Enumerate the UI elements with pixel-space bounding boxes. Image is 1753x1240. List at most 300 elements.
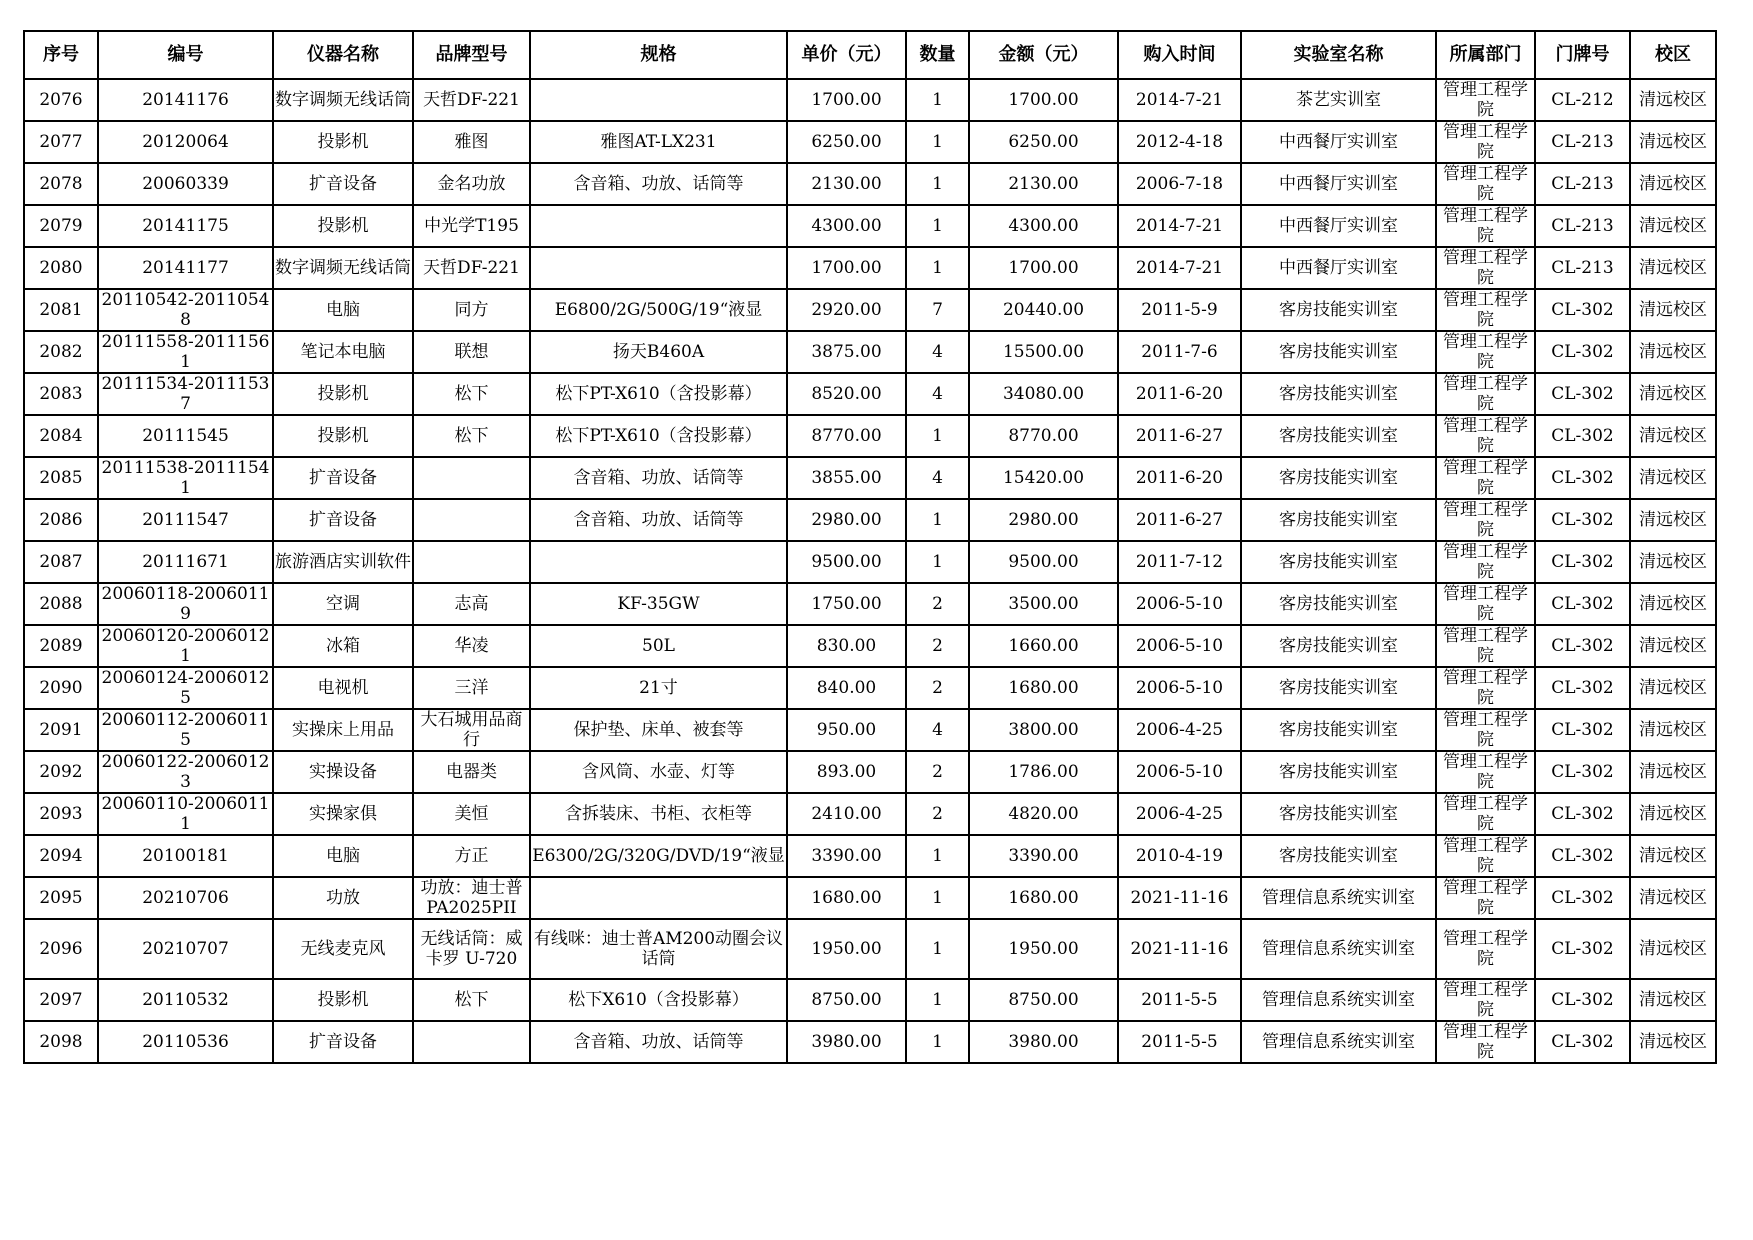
table-row [24,667,1716,709]
cell-brand [413,541,530,583]
cell-text: 客房技能实训室 [1279,594,1398,614]
cell-room-number [1535,541,1630,583]
cell-room-number [1535,583,1630,625]
cell-seq [24,331,98,373]
cell-text: 电脑 [326,846,360,866]
cell-text: 管理工程学院 [1443,584,1528,624]
cell-unit-price [787,121,906,163]
header-cell-purchase-date: 购入时间 [1118,31,1241,79]
cell-text: 3800.00 [1008,720,1079,740]
cell-text: 20060124-20060125 [101,668,270,708]
cell-text: 20110536 [142,1032,229,1052]
cell-text: 清远校区 [1639,132,1707,152]
table-row [24,415,1716,457]
cell-text: 2081 [39,300,83,320]
cell-text: KF-35GW [617,594,700,614]
cell-code [98,541,273,583]
cell-amount [969,541,1118,583]
cell-lab-name [1241,709,1436,751]
cell-amount [969,499,1118,541]
cell-text: 投影机 [317,384,369,404]
cell-department [1436,979,1535,1021]
cell-department [1436,331,1535,373]
cell-amount [969,373,1118,415]
cell-text: 清远校区 [1639,720,1707,740]
cell-text: CL-302 [1551,552,1614,572]
cell-department [1436,709,1535,751]
cell-campus [1630,979,1716,1021]
cell-campus [1630,583,1716,625]
cell-text: 4820.00 [1008,804,1079,824]
cell-amount [969,247,1118,289]
cell-seq [24,1021,98,1063]
cell-room-number [1535,163,1630,205]
cell-text: 笔记本电脑 [300,342,386,362]
cell-text: 2014-7-21 [1135,258,1224,278]
cell-text: CL-302 [1551,990,1614,1010]
cell-department [1436,625,1535,667]
cell-text: 2011-5-9 [1141,300,1218,320]
cell-text: 清远校区 [1639,1032,1707,1052]
cell-text: CL-302 [1551,1032,1614,1052]
cell-text: 管理信息系统实训室 [1262,990,1415,1010]
cell-brand [413,373,530,415]
cell-text: 1700.00 [1008,258,1079,278]
cell-text: 电视机 [317,678,369,698]
cell-text: 1950.00 [811,939,882,959]
cell-quantity [906,121,969,163]
cell-quantity [906,289,969,331]
cell-text: 20440.00 [1002,300,1085,320]
cell-text: 联想 [454,342,489,362]
cell-room-number [1535,709,1630,751]
cell-text: 功放：迪士普PA2025PII [420,878,523,918]
cell-spec [530,121,787,163]
cell-text: 3980.00 [1008,1032,1079,1052]
cell-text: 1750.00 [811,594,882,614]
cell-purchase-date [1118,247,1241,289]
cell-instrument [273,79,413,121]
cell-campus [1630,793,1716,835]
cell-instrument [273,793,413,835]
cell-text: 20111538-20111541 [101,458,270,498]
cell-text: 含音箱、功放、话筒等 [573,510,744,530]
table-row [24,709,1716,751]
table-row [24,121,1716,163]
cell-text: 清远校区 [1639,384,1707,404]
cell-quantity [906,415,969,457]
cell-text: CL-302 [1551,762,1614,782]
cell-brand [413,415,530,457]
cell-instrument [273,163,413,205]
table-row [24,751,1716,793]
cell-brand [413,205,530,247]
cell-quantity [906,709,969,751]
cell-purchase-date [1118,289,1241,331]
cell-campus [1630,205,1716,247]
cell-text: 3855.00 [811,468,882,488]
cell-text: 20111547 [142,510,229,530]
cell-department [1436,415,1535,457]
cell-code [98,79,273,121]
header-cell-amount: 金额（元） [969,31,1118,79]
cell-text: 1700.00 [1008,90,1079,110]
cell-text: 管理工程学院 [1443,980,1528,1020]
cell-text: 2 [932,804,943,824]
cell-text: 清远校区 [1639,342,1707,362]
cell-text: 2098 [39,1032,83,1052]
cell-text: 1700.00 [811,90,882,110]
cell-seq [24,79,98,121]
cell-text: 1680.00 [1008,678,1079,698]
cell-text: 扩音设备 [309,510,377,530]
cell-text: 2080 [39,258,83,278]
cell-text: 投影机 [317,990,369,1010]
cell-text: 2093 [39,804,83,824]
cell-unit-price [787,667,906,709]
cell-text: 2011-6-20 [1135,384,1224,404]
cell-text: E6300/2G/320G/DVD/19“液显 [532,846,785,866]
cell-department [1436,121,1535,163]
cell-text: 15500.00 [1002,342,1085,362]
cell-text: 扬天B460A [612,342,705,362]
cell-text: 2090 [39,678,83,698]
cell-text: 客房技能实训室 [1279,384,1398,404]
cell-room-number [1535,205,1630,247]
cell-seq [24,583,98,625]
cell-text: 方正 [454,846,489,866]
cell-text: 2076 [39,90,83,110]
cell-instrument [273,541,413,583]
cell-text: 大石城用品商行 [420,710,523,750]
cell-text: 含音箱、功放、话筒等 [573,468,744,488]
cell-seq [24,373,98,415]
cell-seq [24,121,98,163]
cell-text: 2011-6-27 [1135,426,1224,446]
cell-text: CL-302 [1551,510,1614,530]
cell-lab-name [1241,331,1436,373]
cell-text: 管理工程学院 [1443,122,1528,162]
cell-text: 无线话筒：威卡罗 U-720 [420,929,523,969]
cell-text: 20060110-20060111 [101,794,270,834]
cell-amount [969,667,1118,709]
cell-room-number [1535,625,1630,667]
cell-text: 9500.00 [811,552,882,572]
cell-instrument [273,499,413,541]
cell-code [98,373,273,415]
cell-text: 管理工程学院 [1443,626,1528,666]
cell-text: 志高 [454,594,489,614]
cell-purchase-date [1118,205,1241,247]
cell-text: 旅游酒店实训软件 [275,552,411,572]
cell-amount [969,1021,1118,1063]
cell-text: 含音箱、功放、话筒等 [573,174,744,194]
cell-text: 1700.00 [811,258,882,278]
cell-text: 松下PT-X610（含投影幕） [555,384,762,404]
cell-unit-price [787,709,906,751]
cell-text: 1660.00 [1008,636,1079,656]
cell-brand [413,457,530,499]
cell-text: 3390.00 [811,846,882,866]
cell-text: 同方 [454,300,489,320]
cell-text: 1 [932,939,943,959]
cell-lab-name [1241,583,1436,625]
cell-spec [530,751,787,793]
cell-instrument [273,583,413,625]
cell-text: 2091 [39,720,83,740]
cell-lab-name [1241,499,1436,541]
cell-text: 2082 [39,342,83,362]
cell-text: 电脑 [326,300,360,320]
cell-text: 客房技能实训室 [1279,552,1398,572]
cell-seq [24,625,98,667]
cell-room-number [1535,751,1630,793]
cell-text: 清远校区 [1639,636,1707,656]
cell-spec [530,205,787,247]
cell-text: 管理工程学院 [1443,1022,1528,1062]
cell-unit-price [787,793,906,835]
cell-text: CL-302 [1551,636,1614,656]
cell-campus [1630,541,1716,583]
header-cell-brand: 品牌型号 [413,31,530,79]
cell-quantity [906,499,969,541]
cell-text: 清远校区 [1639,552,1707,572]
cell-instrument [273,835,413,877]
cell-unit-price [787,625,906,667]
cell-text: 2 [932,678,943,698]
cell-text: 6250.00 [811,132,882,152]
cell-text: 8770.00 [811,426,882,446]
cell-department [1436,835,1535,877]
cell-text: 清远校区 [1639,174,1707,194]
cell-text: 9500.00 [1008,552,1079,572]
cell-lab-name [1241,79,1436,121]
cell-brand [413,163,530,205]
cell-lab-name [1241,625,1436,667]
cell-text: 管理工程学院 [1443,374,1528,414]
cell-text: 3875.00 [811,342,882,362]
cell-text: 客房技能实训室 [1279,846,1398,866]
cell-text: CL-302 [1551,300,1614,320]
cell-instrument [273,919,413,979]
cell-campus [1630,751,1716,793]
cell-instrument [273,877,413,919]
cell-spec [530,709,787,751]
table-row [24,793,1716,835]
cell-spec [530,1021,787,1063]
cell-seq [24,541,98,583]
table-row [24,877,1716,919]
cell-purchase-date [1118,919,1241,979]
cell-text: 20111534-20111537 [101,374,270,414]
cell-text: 管理信息系统实训室 [1262,888,1415,908]
cell-text: 20141177 [142,258,229,278]
cell-text: 1 [932,174,943,194]
cell-amount [969,793,1118,835]
cell-brand [413,331,530,373]
cell-lab-name [1241,877,1436,919]
cell-lab-name [1241,667,1436,709]
cell-instrument [273,289,413,331]
cell-text: 2920.00 [811,300,882,320]
cell-purchase-date [1118,541,1241,583]
table-row [24,205,1716,247]
cell-text: 840.00 [816,678,877,698]
cell-code [98,979,273,1021]
cell-brand [413,667,530,709]
cell-text: 1 [932,990,943,1010]
cell-seq [24,877,98,919]
cell-text: 20060122-20060123 [101,752,270,792]
cell-spec [530,667,787,709]
cell-text: 松下PT-X610（含投影幕） [555,426,762,446]
table-row [24,541,1716,583]
cell-text: 实操设备 [309,762,377,782]
cell-room-number [1535,877,1630,919]
cell-purchase-date [1118,877,1241,919]
cell-campus [1630,499,1716,541]
cell-amount [969,919,1118,979]
cell-purchase-date [1118,751,1241,793]
equipment-table [23,30,1717,1064]
cell-text: 管理工程学院 [1443,80,1528,120]
cell-amount [969,457,1118,499]
cell-text: 50L [642,636,675,656]
cell-code [98,163,273,205]
cell-room-number [1535,919,1630,979]
cell-campus [1630,247,1716,289]
cell-campus [1630,121,1716,163]
cell-room-number [1535,979,1630,1021]
table-row [24,163,1716,205]
cell-text: 客房技能实训室 [1279,300,1398,320]
cell-brand [413,919,530,979]
cell-purchase-date [1118,373,1241,415]
table-row [24,247,1716,289]
cell-room-number [1535,835,1630,877]
cell-text: 1950.00 [1008,939,1079,959]
cell-department [1436,541,1535,583]
cell-text: 1 [932,846,943,866]
header-cell-instrument: 仪器名称 [273,31,413,79]
cell-unit-price [787,205,906,247]
table-row [24,457,1716,499]
cell-text: 2011-5-5 [1141,990,1218,1010]
cell-instrument [273,1021,413,1063]
cell-campus [1630,625,1716,667]
table-row [24,331,1716,373]
cell-text: 2410.00 [811,804,882,824]
cell-text: 1786.00 [1008,762,1079,782]
cell-spec [530,373,787,415]
table-row [24,289,1716,331]
cell-campus [1630,79,1716,121]
cell-unit-price [787,457,906,499]
cell-quantity [906,331,969,373]
cell-text: 客房技能实训室 [1279,510,1398,530]
cell-text: 2 [932,594,943,614]
cell-text: 管理工程学院 [1443,332,1528,372]
header-cell-quantity: 数量 [906,31,969,79]
cell-unit-price [787,583,906,625]
cell-purchase-date [1118,415,1241,457]
cell-text: 美恒 [454,804,489,824]
cell-spec [530,79,787,121]
cell-brand [413,583,530,625]
cell-text: 中西餐厅实训室 [1279,132,1398,152]
cell-amount [969,625,1118,667]
header-cell-code: 编号 [98,31,273,79]
header-cell-lab-name: 实验室名称 [1241,31,1436,79]
cell-text: 雅图 [454,132,489,152]
cell-text: 1680.00 [1008,888,1079,908]
cell-text: 中西餐厅实训室 [1279,258,1398,278]
cell-code [98,667,273,709]
cell-amount [969,877,1118,919]
cell-spec [530,583,787,625]
cell-unit-price [787,247,906,289]
cell-instrument [273,979,413,1021]
cell-department [1436,793,1535,835]
cell-seq [24,163,98,205]
cell-text: 2092 [39,762,83,782]
cell-campus [1630,331,1716,373]
cell-department [1436,499,1535,541]
cell-room-number [1535,457,1630,499]
cell-text: 1680.00 [811,888,882,908]
cell-text: 2 [932,762,943,782]
cell-code [98,583,273,625]
header-cell-seq: 序号 [24,31,98,79]
cell-purchase-date [1118,499,1241,541]
cell-text: 管理工程学院 [1443,248,1528,288]
cell-text: 2014-7-21 [1135,216,1224,236]
cell-text: 清远校区 [1639,846,1707,866]
cell-text: 4 [932,468,943,488]
cell-text: 清远校区 [1639,939,1707,959]
cell-unit-price [787,919,906,979]
cell-text: CL-302 [1551,384,1614,404]
cell-text: 数字调频无线话筒 [275,258,411,278]
cell-room-number [1535,415,1630,457]
cell-text: 管理工程学院 [1443,458,1528,498]
cell-seq [24,247,98,289]
cell-text: 2006-4-25 [1135,720,1224,740]
cell-seq [24,919,98,979]
cell-code [98,247,273,289]
cell-lab-name [1241,751,1436,793]
cell-seq [24,289,98,331]
cell-quantity [906,625,969,667]
table-row [24,499,1716,541]
cell-text: 20110542-20110548 [101,290,270,330]
cell-text: 6250.00 [1008,132,1079,152]
cell-text: 20111671 [142,552,229,572]
cell-spec [530,625,787,667]
cell-quantity [906,163,969,205]
cell-seq [24,835,98,877]
cell-lab-name [1241,793,1436,835]
cell-seq [24,499,98,541]
cell-text: 3980.00 [811,1032,882,1052]
cell-text: 清远校区 [1639,216,1707,236]
cell-text: 管理工程学院 [1443,668,1528,708]
cell-text: 2006-5-10 [1135,636,1224,656]
cell-text: 2006-5-10 [1135,678,1224,698]
cell-department [1436,79,1535,121]
cell-amount [969,415,1118,457]
cell-text: 管理工程学院 [1443,878,1528,918]
